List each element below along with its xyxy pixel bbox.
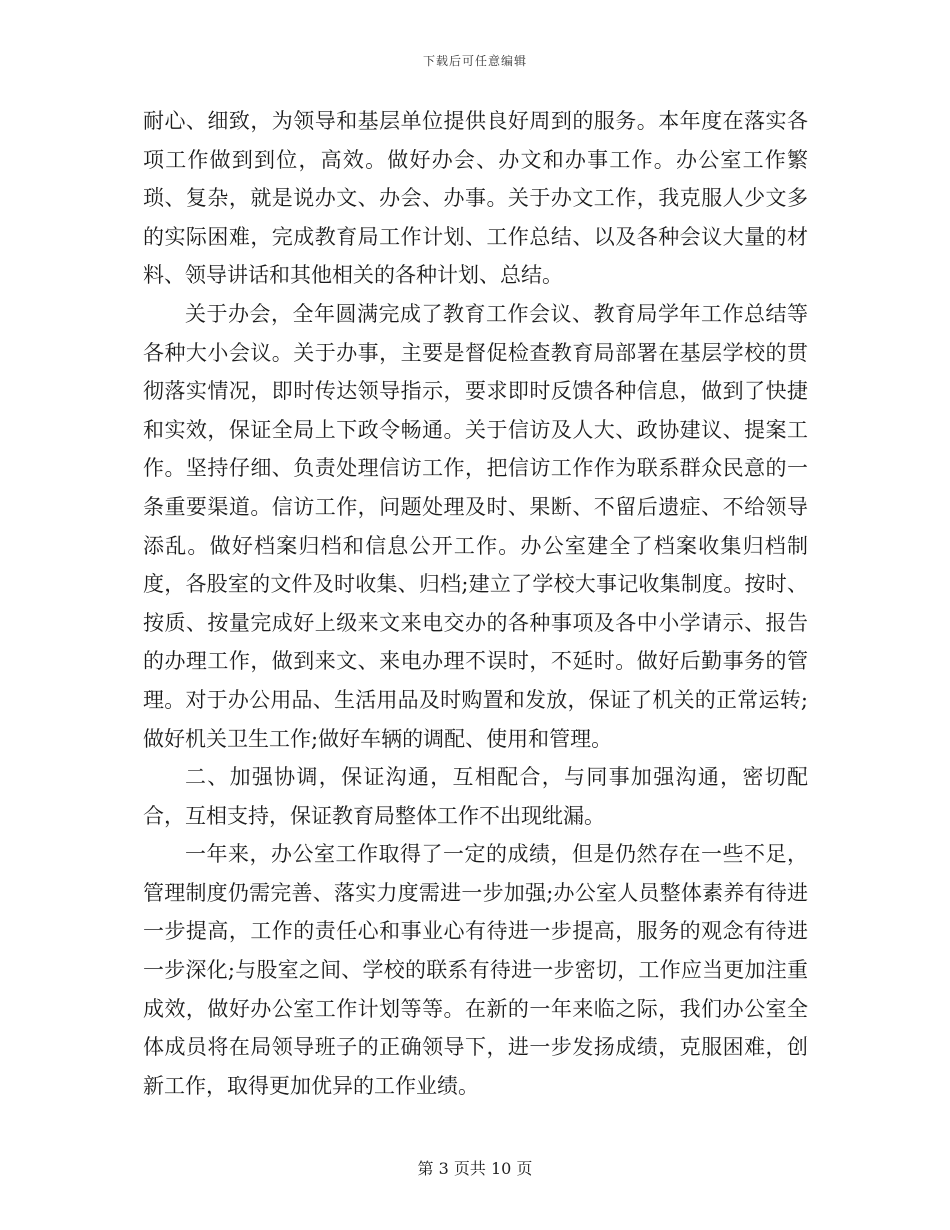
body-paragraph: 一年来，办公室工作取得了一定的成绩，但是仍然存在一些不足，管理制度仍需完善、落实力度需进一步加强;办公室人员整体素养有待进一步提高，工作的责任心和事业心有待进一步提高，服务的观念有待进一步深化;与股室之间、学校的联系有待进一步密切，工作应当更加注重成效，做好办公室工作计划等等。在新的一年来临之际，我们办公室全体成员将在局领导班子的正确领导下，进一步发扬成绩，克服困难，创新工作，取得更加优异的工作业绩。 xyxy=(143,842,808,1098)
body-paragraph: 二、加强协调，保证沟通，互相配合，与同事加强沟通，密切配合，互相支持，保证教育局整体工作不出现纰漏。 xyxy=(143,765,808,828)
body-paragraph: 耐心、细致，为领导和基层单位提供良好周到的服务。本年度在落实各项工作做到到位，高效。做好办会、办文和办事工作。办公室工作繁琐、复杂，就是说办文、办会、办事。关于办文工作，我克服人少文多的实际困难，完成教育局工作计划、工作总结、以及各种会议大量的材料、领导讲话和其他相关的各种计划、总结。 xyxy=(143,109,808,288)
body-paragraph: 关于办会，全年圆满完成了教育工作会议、教育局学年工作总结等各种大小会议。关于办事，主要是督促检查教育局部署在基层学校的贯彻落实情况，即时传达领导指示，要求即时反馈各种信息，做到了快捷和实效，保证全局上下政令畅通。关于信访及人大、政协建议、提案工作。坚持仔细、负责处理信访工作，把信访工作作为联系群众民意的一条重要渠道。信访工作，问题处理及时、果断、不留后遗症、不给领导添乱。做好档案归档和信息公开工作。办公室建全了档案收集归档制度，各股室的文件及时收集、归档;建立了学校大事记收集制度。按时、按质、按量完成好上级来文来电交办的各种事项及各中小学请示、报告的办理工作，做到来文、来电办理不误时，不延时。做好后勤事务的管理。对于办公用品、生活用品及时购置和发放，保证了机关的正常运转;做好机关卫生工作;做好车辆的调配、使用和管理。 xyxy=(143,301,808,751)
document-body xyxy=(143,102,808,1105)
page-header-note: 下载后可任意编辑 xyxy=(422,54,527,68)
page-number: 第 3 页共 10 页 xyxy=(417,1159,533,1178)
